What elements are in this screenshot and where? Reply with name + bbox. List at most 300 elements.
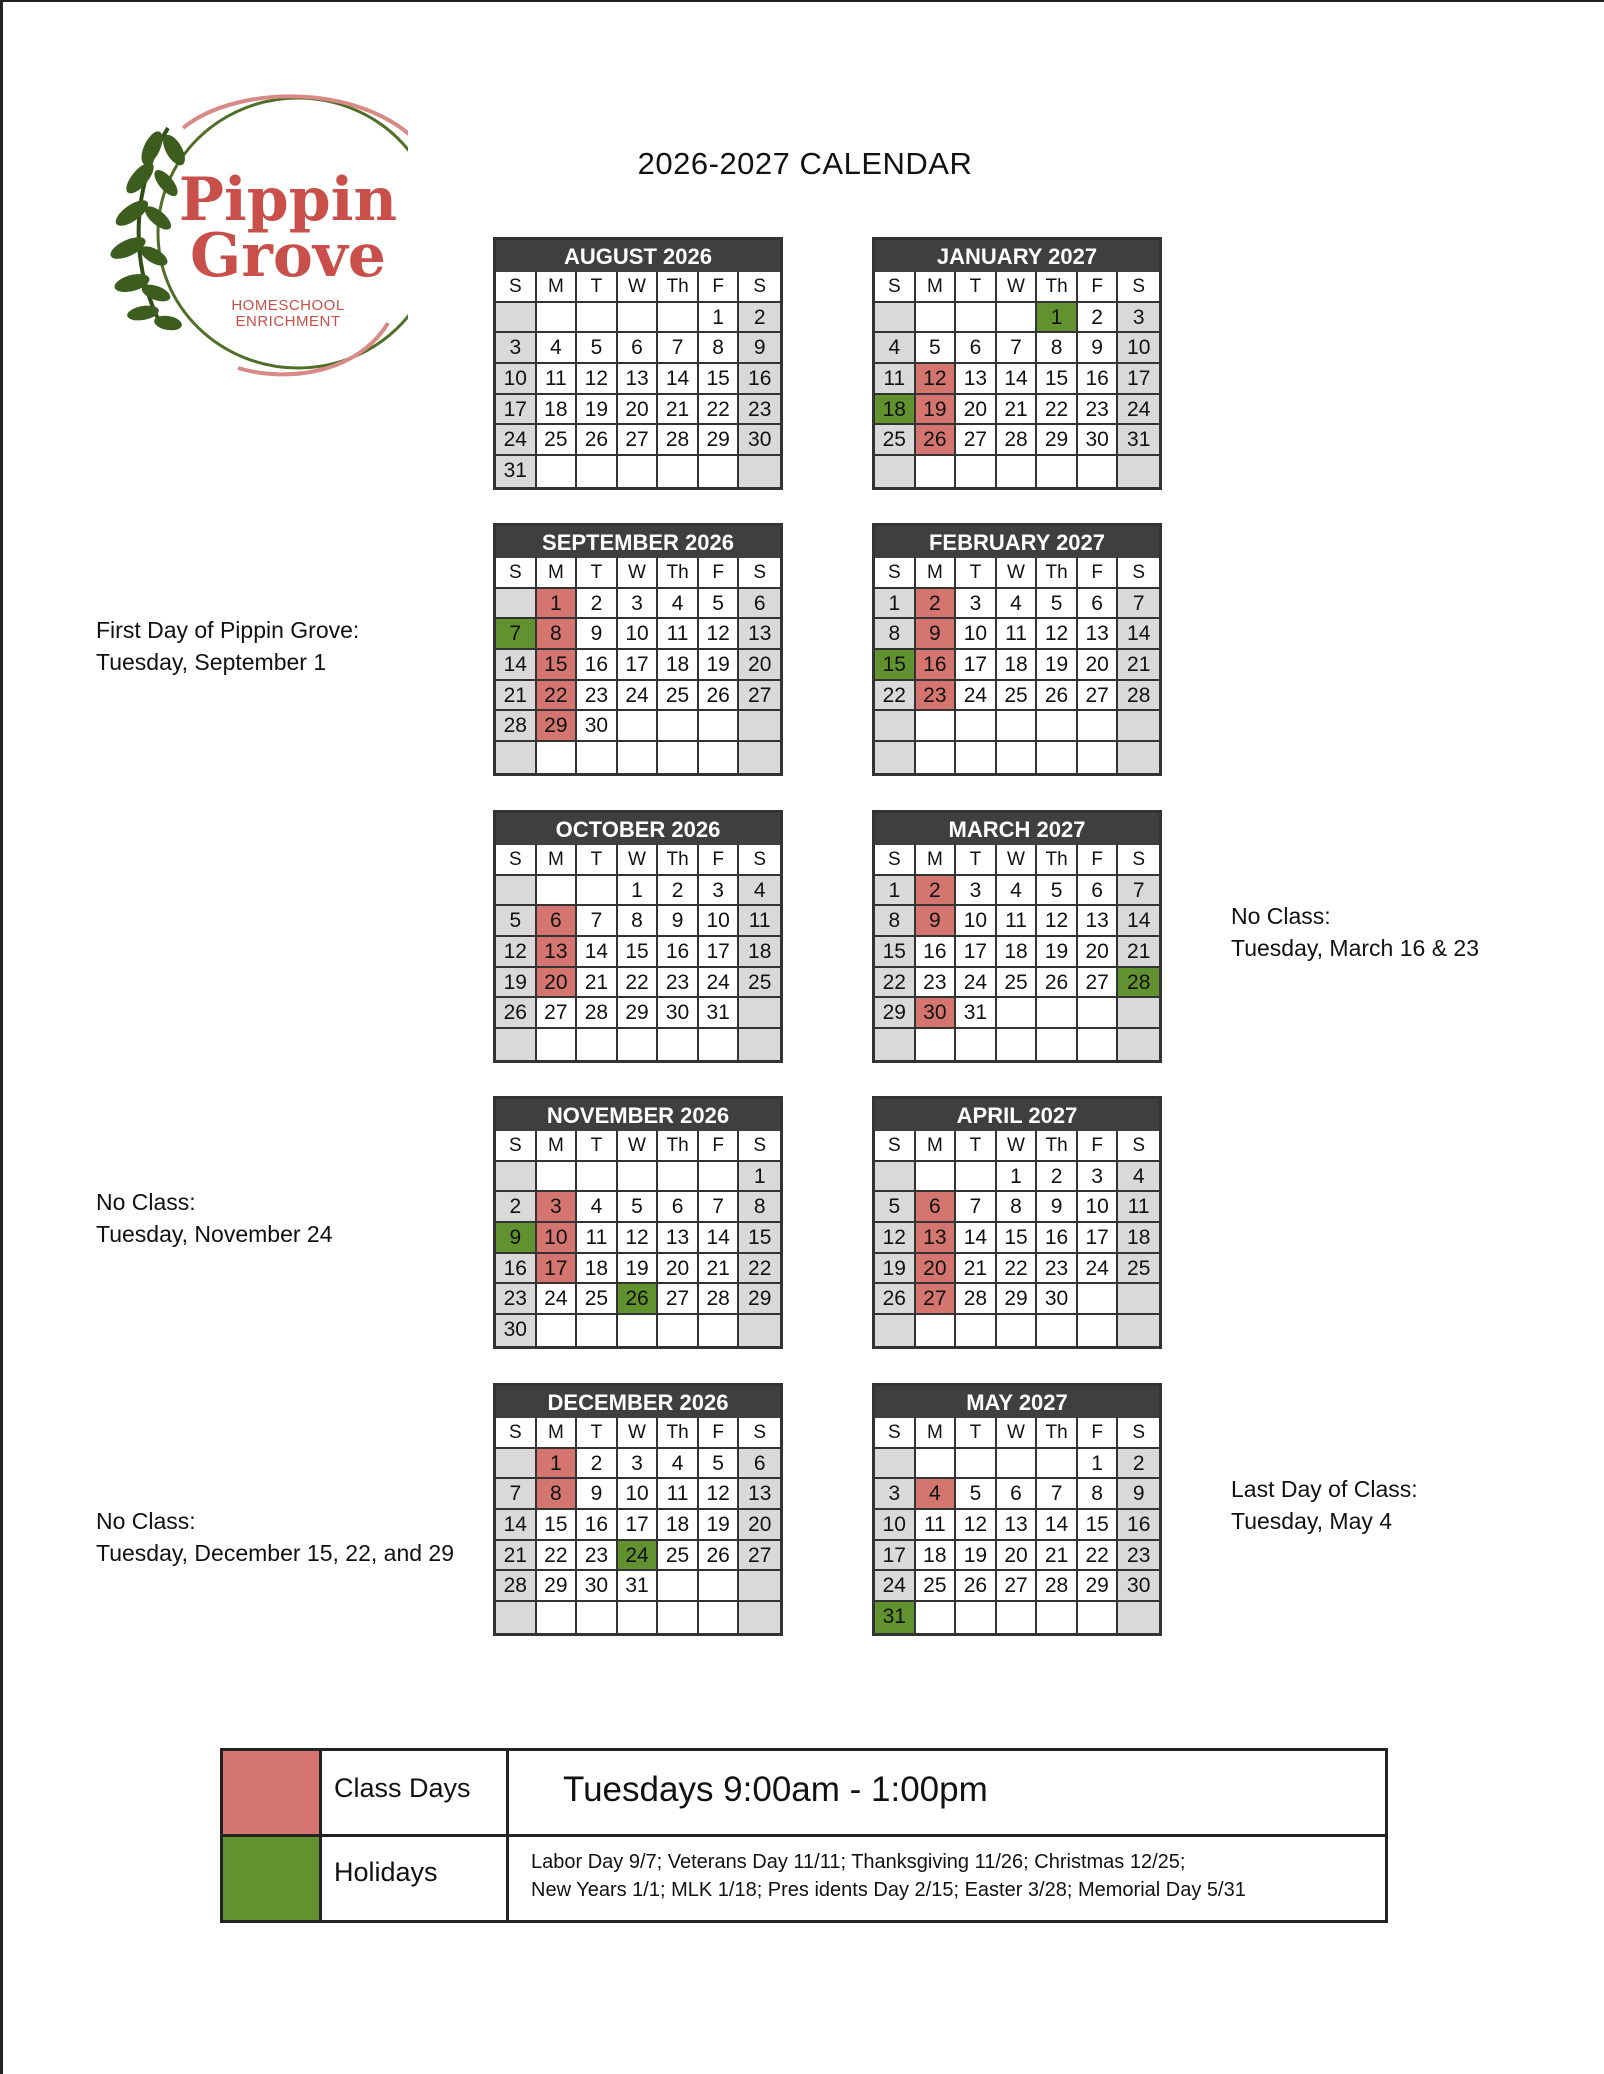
calendar-empty-cell <box>537 742 578 773</box>
calendar-day: 23 <box>916 968 957 999</box>
calendar-day: 13 <box>1078 619 1119 650</box>
calendar-day: 15 <box>618 937 659 968</box>
calendar-day: 28 <box>997 425 1038 456</box>
calendar-empty-cell <box>956 742 997 773</box>
calendar-day: 8 <box>699 333 740 364</box>
calendar-day: 20 <box>956 395 997 426</box>
month-calendar-november-2026 <box>493 1096 783 1349</box>
calendar-day: 11 <box>1118 1192 1159 1223</box>
calendar-empty-cell <box>658 303 699 334</box>
calendar-day: 21 <box>956 1254 997 1285</box>
calendar-day: 13 <box>658 1223 699 1254</box>
note-last-day-line2: Tuesday, May 4 <box>1231 1508 1393 1534</box>
month-grid <box>496 1418 780 1633</box>
calendar-day: 2 <box>916 876 957 907</box>
calendar-day: 30 <box>739 425 780 456</box>
calendar-day: 25 <box>916 1571 957 1602</box>
calendar-day: 9 <box>577 1479 618 1510</box>
calendar-empty-cell <box>496 589 537 620</box>
weekday-header: S <box>875 272 916 303</box>
weekday-header: W <box>997 558 1038 589</box>
calendar-empty-cell <box>739 1602 780 1633</box>
calendar-day: 18 <box>1118 1223 1159 1254</box>
calendar-day: 16 <box>916 650 957 681</box>
weekday-header: S <box>875 1418 916 1449</box>
calendar-day: 24 <box>496 425 537 456</box>
calendar-day: 26 <box>956 1571 997 1602</box>
calendar-empty-cell <box>496 1602 537 1633</box>
calendar-day: 10 <box>618 619 659 650</box>
calendar-day: 12 <box>618 1223 659 1254</box>
calendar-empty-cell <box>739 711 780 742</box>
calendar-day: 2 <box>739 303 780 334</box>
calendar-day: 21 <box>496 1541 537 1572</box>
calendar-day: 27 <box>916 1284 957 1315</box>
weekday-header: Th <box>658 272 699 303</box>
month-calendar-april-2027 <box>872 1096 1162 1349</box>
calendar-day: 20 <box>739 1510 780 1541</box>
calendar-empty-cell <box>577 456 618 487</box>
weekday-header: T <box>956 845 997 876</box>
note-first-day-line2: Tuesday, September 1 <box>96 649 327 675</box>
calendar-day: 14 <box>1037 1510 1078 1541</box>
calendar-day: 11 <box>997 619 1038 650</box>
calendar-day: 7 <box>956 1192 997 1223</box>
calendar-day: 28 <box>577 998 618 1029</box>
calendar-empty-cell <box>1078 711 1119 742</box>
weekday-header: S <box>739 845 780 876</box>
calendar-day: 21 <box>1037 1541 1078 1572</box>
weekday-header: Th <box>658 558 699 589</box>
month-header: FEBRUARY 2027 <box>875 526 1159 558</box>
calendar-empty-cell <box>496 742 537 773</box>
calendar-day: 9 <box>739 333 780 364</box>
calendar-day: 9 <box>658 906 699 937</box>
month-calendar-december-2026 <box>493 1383 783 1636</box>
calendar-day: 16 <box>739 364 780 395</box>
calendar-day: 22 <box>537 681 578 712</box>
calendar-empty-cell <box>577 1029 618 1060</box>
calendar-day: 10 <box>956 619 997 650</box>
weekday-header: M <box>537 1131 578 1162</box>
calendar-day: 21 <box>577 968 618 999</box>
calendar-day: 27 <box>1078 968 1119 999</box>
calendar-day: 19 <box>618 1254 659 1285</box>
calendar-empty-cell <box>956 1449 997 1480</box>
calendar-empty-cell <box>699 1571 740 1602</box>
calendar-day: 25 <box>997 968 1038 999</box>
calendar-empty-cell <box>537 1029 578 1060</box>
legend-row-divider <box>223 1834 1385 1837</box>
month-grid <box>875 272 1159 487</box>
calendar-empty-cell <box>658 1602 699 1633</box>
note-march-no-class <box>1231 900 1479 964</box>
calendar-day: 29 <box>537 1571 578 1602</box>
calendar-empty-cell <box>699 742 740 773</box>
calendar-day: 19 <box>875 1254 916 1285</box>
calendar-day: 18 <box>916 1541 957 1572</box>
calendar-empty-cell <box>537 1315 578 1346</box>
calendar-day: 22 <box>1078 1541 1119 1572</box>
weekday-header: W <box>997 845 1038 876</box>
calendar-empty-cell <box>1118 456 1159 487</box>
calendar-empty-cell <box>537 1162 578 1193</box>
calendar-day: 3 <box>699 876 740 907</box>
calendar-day: 20 <box>618 395 659 426</box>
calendar-day: 4 <box>577 1192 618 1223</box>
calendar-day: 7 <box>1118 876 1159 907</box>
calendar-day: 28 <box>1037 1571 1078 1602</box>
calendar-empty-cell <box>577 1602 618 1633</box>
weekday-header: Th <box>1037 845 1078 876</box>
weekday-header: S <box>875 558 916 589</box>
calendar-day: 21 <box>658 395 699 426</box>
calendar-empty-cell <box>496 1029 537 1060</box>
calendar-day: 18 <box>537 395 578 426</box>
calendar-day: 1 <box>1037 303 1078 334</box>
note-december-no-class <box>96 1505 454 1569</box>
weekday-header: W <box>618 272 659 303</box>
calendar-day: 3 <box>875 1479 916 1510</box>
calendar-empty-cell <box>997 1315 1038 1346</box>
calendar-day: 22 <box>875 681 916 712</box>
note-last-day-line1: Last Day of Class: <box>1231 1476 1418 1502</box>
calendar-day: 23 <box>739 395 780 426</box>
calendar-day: 12 <box>1037 906 1078 937</box>
calendar-empty-cell <box>618 1162 659 1193</box>
logo-subtitle-line1: HOMESCHOOL <box>231 297 345 314</box>
note-first-day <box>96 614 359 678</box>
class-days-swatch <box>223 1751 319 1834</box>
calendar-empty-cell <box>956 1162 997 1193</box>
calendar-day: 10 <box>618 1479 659 1510</box>
calendar-day: 24 <box>1078 1254 1119 1285</box>
calendar-empty-cell <box>916 1602 957 1633</box>
calendar-day: 13 <box>916 1223 957 1254</box>
calendar-day: 30 <box>577 711 618 742</box>
calendar-day: 5 <box>699 589 740 620</box>
calendar-day: 27 <box>658 1284 699 1315</box>
calendar-day: 12 <box>956 1510 997 1541</box>
month-grid <box>875 558 1159 773</box>
calendar-empty-cell <box>496 1162 537 1193</box>
calendar-day: 7 <box>496 619 537 650</box>
calendar-day: 10 <box>699 906 740 937</box>
calendar-day: 10 <box>1078 1192 1119 1223</box>
calendar-day: 7 <box>997 333 1038 364</box>
calendar-day: 19 <box>699 1510 740 1541</box>
calendar-day: 12 <box>916 364 957 395</box>
calendar-day: 1 <box>699 303 740 334</box>
weekday-header: T <box>577 1418 618 1449</box>
calendar-day: 28 <box>658 425 699 456</box>
calendar-day: 14 <box>658 364 699 395</box>
month-grid <box>496 272 780 487</box>
calendar-empty-cell <box>1078 456 1119 487</box>
calendar-empty-cell <box>1037 1449 1078 1480</box>
calendar-day: 8 <box>997 1192 1038 1223</box>
calendar-day: 10 <box>956 906 997 937</box>
calendar-empty-cell <box>537 1602 578 1633</box>
calendar-day: 14 <box>1118 906 1159 937</box>
calendar-day: 20 <box>739 650 780 681</box>
calendar-day: 24 <box>618 681 659 712</box>
calendar-empty-cell <box>699 456 740 487</box>
calendar-day: 23 <box>496 1284 537 1315</box>
weekday-header: S <box>496 1418 537 1449</box>
calendar-day: 13 <box>997 1510 1038 1541</box>
calendar-day: 15 <box>537 650 578 681</box>
calendar-empty-cell <box>997 303 1038 334</box>
calendar-day: 18 <box>658 1510 699 1541</box>
calendar-empty-cell <box>658 1571 699 1602</box>
calendar-day: 20 <box>997 1541 1038 1572</box>
calendar-day: 12 <box>875 1223 916 1254</box>
calendar-day: 1 <box>537 1449 578 1480</box>
weekday-header: S <box>1118 272 1159 303</box>
calendar-empty-cell <box>1078 1284 1119 1315</box>
calendar-empty-cell <box>1037 1602 1078 1633</box>
calendar-empty-cell <box>875 1449 916 1480</box>
calendar-day: 24 <box>699 968 740 999</box>
calendar-day: 29 <box>875 998 916 1029</box>
calendar-empty-cell <box>739 1029 780 1060</box>
calendar-day: 4 <box>739 876 780 907</box>
calendar-empty-cell <box>875 711 916 742</box>
calendar-day: 10 <box>1118 333 1159 364</box>
calendar-day: 19 <box>496 968 537 999</box>
calendar-day: 19 <box>956 1541 997 1572</box>
calendar-empty-cell <box>1118 998 1159 1029</box>
calendar-day: 22 <box>618 968 659 999</box>
calendar-day: 5 <box>618 1192 659 1223</box>
calendar-day: 16 <box>577 1510 618 1541</box>
weekday-header: S <box>739 272 780 303</box>
calendar-empty-cell <box>997 742 1038 773</box>
calendar-empty-cell <box>699 1029 740 1060</box>
calendar-empty-cell <box>496 1449 537 1480</box>
weekday-header: M <box>537 272 578 303</box>
calendar-day: 13 <box>537 937 578 968</box>
calendar-empty-cell <box>618 1602 659 1633</box>
calendar-empty-cell <box>1037 1315 1078 1346</box>
month-calendar-march-2027 <box>872 810 1162 1063</box>
calendar-day: 12 <box>699 1479 740 1510</box>
calendar-day: 17 <box>537 1254 578 1285</box>
calendar-day: 1 <box>618 876 659 907</box>
calendar-day: 30 <box>658 998 699 1029</box>
calendar-day: 18 <box>658 650 699 681</box>
calendar-empty-cell <box>1078 1029 1119 1060</box>
calendar-empty-cell <box>916 303 957 334</box>
calendar-day: 14 <box>577 937 618 968</box>
weekday-header: W <box>618 1131 659 1162</box>
calendar-empty-cell <box>1118 1315 1159 1346</box>
calendar-day: 6 <box>956 333 997 364</box>
calendar-day: 5 <box>699 1449 740 1480</box>
calendar-day: 16 <box>1118 1510 1159 1541</box>
calendar-day: 27 <box>739 681 780 712</box>
calendar-day: 19 <box>1037 937 1078 968</box>
calendar-day: 13 <box>739 1479 780 1510</box>
calendar-empty-cell <box>956 711 997 742</box>
weekday-header: M <box>916 845 957 876</box>
calendar-day: 4 <box>997 876 1038 907</box>
weekday-header: S <box>1118 1418 1159 1449</box>
weekday-header: Th <box>658 845 699 876</box>
calendar-day: 14 <box>699 1223 740 1254</box>
calendar-day: 17 <box>618 650 659 681</box>
calendar-day: 15 <box>699 364 740 395</box>
weekday-header: Th <box>1037 1418 1078 1449</box>
calendar-day: 23 <box>577 1541 618 1572</box>
calendar-day: 28 <box>956 1284 997 1315</box>
calendar-day: 20 <box>537 968 578 999</box>
weekday-header: M <box>916 1131 957 1162</box>
calendar-empty-cell <box>537 303 578 334</box>
calendar-empty-cell <box>1037 998 1078 1029</box>
calendar-empty-cell <box>658 1029 699 1060</box>
calendar-day: 31 <box>1118 425 1159 456</box>
weekday-header: F <box>1078 845 1119 876</box>
calendar-empty-cell <box>739 1571 780 1602</box>
calendar-day: 9 <box>916 619 957 650</box>
weekday-header: W <box>997 1418 1038 1449</box>
calendar-empty-cell <box>875 1029 916 1060</box>
calendar-day: 26 <box>1037 968 1078 999</box>
note-march-line1: No Class: <box>1231 903 1331 929</box>
calendar-day: 9 <box>577 619 618 650</box>
calendar-day: 5 <box>875 1192 916 1223</box>
calendar-day: 14 <box>496 1510 537 1541</box>
month-calendar-february-2027 <box>872 523 1162 776</box>
calendar-day: 22 <box>537 1541 578 1572</box>
calendar-day: 15 <box>875 937 916 968</box>
calendar-day: 19 <box>916 395 957 426</box>
calendar-day: 28 <box>496 711 537 742</box>
calendar-empty-cell <box>1037 456 1078 487</box>
calendar-empty-cell <box>537 456 578 487</box>
calendar-day: 16 <box>577 650 618 681</box>
calendar-empty-cell <box>875 742 916 773</box>
calendar-empty-cell <box>916 711 957 742</box>
month-header: APRIL 2027 <box>875 1099 1159 1131</box>
calendar-day: 12 <box>577 364 618 395</box>
calendar-day: 14 <box>496 650 537 681</box>
weekday-header: F <box>1078 272 1119 303</box>
calendar-empty-cell <box>699 1315 740 1346</box>
weekday-header: M <box>537 558 578 589</box>
calendar-day: 15 <box>537 1510 578 1541</box>
calendar-empty-cell <box>739 742 780 773</box>
calendar-day: 29 <box>1037 425 1078 456</box>
calendar-day: 19 <box>1037 650 1078 681</box>
calendar-day: 7 <box>658 333 699 364</box>
calendar-empty-cell <box>916 742 957 773</box>
calendar-empty-cell <box>1118 1602 1159 1633</box>
calendar-day: 31 <box>496 456 537 487</box>
calendar-day: 22 <box>699 395 740 426</box>
calendar-day: 29 <box>739 1284 780 1315</box>
calendar-empty-cell <box>1078 1602 1119 1633</box>
calendar-day: 21 <box>1118 937 1159 968</box>
calendar-day: 14 <box>956 1223 997 1254</box>
calendar-empty-cell <box>699 1602 740 1633</box>
calendar-day: 17 <box>699 937 740 968</box>
calendar-day: 7 <box>1037 1479 1078 1510</box>
calendar-day: 19 <box>699 650 740 681</box>
calendar-day: 2 <box>658 876 699 907</box>
calendar-day: 23 <box>916 681 957 712</box>
calendar-day: 1 <box>537 589 578 620</box>
calendar-day: 3 <box>1118 303 1159 334</box>
weekday-header: F <box>699 845 740 876</box>
calendar-day: 8 <box>618 906 659 937</box>
calendar-day: 1 <box>1078 1449 1119 1480</box>
calendar-empty-cell <box>1037 711 1078 742</box>
calendar-day: 5 <box>496 906 537 937</box>
calendar-day: 16 <box>916 937 957 968</box>
calendar-day: 20 <box>916 1254 957 1285</box>
weekday-header: S <box>1118 845 1159 876</box>
calendar-empty-cell <box>875 303 916 334</box>
calendar-empty-cell <box>997 711 1038 742</box>
calendar-day: 24 <box>875 1571 916 1602</box>
calendar-day: 24 <box>618 1541 659 1572</box>
calendar-empty-cell <box>875 456 916 487</box>
calendar-day: 3 <box>537 1192 578 1223</box>
calendar-day: 6 <box>916 1192 957 1223</box>
month-header: SEPTEMBER 2026 <box>496 526 780 558</box>
weekday-header: F <box>1078 558 1119 589</box>
weekday-header: Th <box>1037 1131 1078 1162</box>
calendar-day: 31 <box>956 998 997 1029</box>
calendar-day: 4 <box>916 1479 957 1510</box>
calendar-empty-cell <box>1118 742 1159 773</box>
calendar-empty-cell <box>997 1029 1038 1060</box>
page-title: 2026-2027 CALENDAR <box>637 146 973 181</box>
calendar-day: 6 <box>739 1449 780 1480</box>
calendar-day: 13 <box>618 364 659 395</box>
calendar-day: 18 <box>577 1254 618 1285</box>
calendar-empty-cell <box>658 742 699 773</box>
holidays-label: Holidays <box>334 1857 438 1887</box>
weekday-header: S <box>875 1131 916 1162</box>
calendar-empty-cell <box>618 456 659 487</box>
calendar-day: 17 <box>875 1541 916 1572</box>
month-grid <box>875 1131 1159 1346</box>
calendar-day: 5 <box>577 333 618 364</box>
calendar-empty-cell <box>577 1315 618 1346</box>
calendar-day: 11 <box>739 906 780 937</box>
calendar-day: 25 <box>739 968 780 999</box>
calendar-empty-cell <box>658 1315 699 1346</box>
calendar-empty-cell <box>618 1315 659 1346</box>
month-calendar-september-2026 <box>493 523 783 776</box>
weekday-header: M <box>916 1418 957 1449</box>
calendar-empty-cell <box>739 456 780 487</box>
calendar-day: 6 <box>658 1192 699 1223</box>
legend-table <box>220 1748 1388 1923</box>
weekday-header: S <box>1118 1131 1159 1162</box>
logo-title-line2: Grove <box>190 221 386 291</box>
calendar-day: 8 <box>739 1192 780 1223</box>
weekday-header: S <box>496 272 537 303</box>
note-march-line2: Tuesday, March 16 & 23 <box>1231 935 1480 961</box>
calendar-empty-cell <box>997 998 1038 1029</box>
calendar-day: 1 <box>997 1162 1038 1193</box>
calendar-day: 2 <box>1118 1449 1159 1480</box>
